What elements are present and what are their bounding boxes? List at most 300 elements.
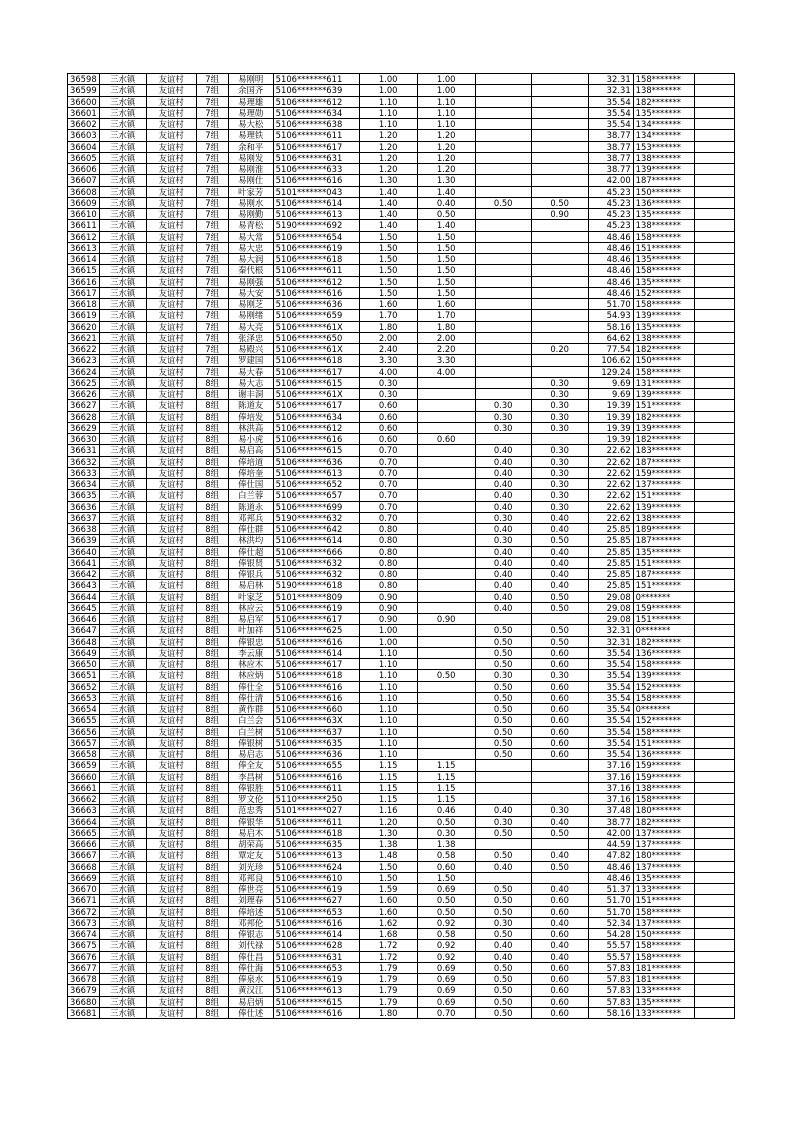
cell-area-c: 0.60 <box>531 659 588 670</box>
cell-total-area: 1.50 <box>359 254 417 265</box>
cell-area-b <box>475 760 531 771</box>
cell-row-number: 36633 <box>68 467 100 478</box>
cell-area-c <box>531 434 588 445</box>
cell-total-area: 0.60 <box>359 411 417 422</box>
cell-id-number: 5106*******618 <box>273 355 359 366</box>
table-row <box>68 805 735 816</box>
cell-id-number: 5106*******613 <box>273 850 359 861</box>
cell-amount: 42.00 <box>588 175 633 186</box>
cell-group: 7组 <box>196 175 228 186</box>
table-row <box>68 872 735 883</box>
cell-row-number: 36651 <box>68 670 100 681</box>
cell-phone: 139******* <box>633 164 694 175</box>
cell-row-number: 36645 <box>68 602 100 613</box>
cell-blank <box>694 377 734 388</box>
cell-village: 友谊村 <box>146 816 196 827</box>
cell-blank <box>694 884 734 895</box>
table-row <box>68 490 735 501</box>
cell-phone: 135******* <box>633 872 694 883</box>
cell-town: 三水镇 <box>99 771 146 782</box>
cell-total-area: 1.79 <box>359 996 417 1007</box>
table-row <box>68 546 735 557</box>
cell-row-number: 36625 <box>68 377 100 388</box>
cell-area-b <box>475 175 531 186</box>
cell-id-number: 5106*******635 <box>273 737 359 748</box>
cell-town: 三水镇 <box>99 209 146 220</box>
cell-phone: 182******* <box>633 816 694 827</box>
cell-amount: 35.54 <box>588 749 633 760</box>
cell-group: 8组 <box>196 535 228 546</box>
cell-name: 林洪高 <box>228 422 273 433</box>
cell-village: 友谊村 <box>146 411 196 422</box>
cell-area-b <box>475 782 531 793</box>
cell-area-b: 0.50 <box>475 726 531 737</box>
cell-row-number: 36636 <box>68 501 100 512</box>
cell-town: 三水镇 <box>99 557 146 568</box>
cell-amount: 48.46 <box>588 265 633 276</box>
cell-row-number: 36668 <box>68 861 100 872</box>
cell-group: 8组 <box>196 760 228 771</box>
cell-id-number: 5106*******616 <box>273 287 359 298</box>
cell-area-c <box>531 872 588 883</box>
cell-row-number: 36672 <box>68 906 100 917</box>
table-row <box>68 164 735 175</box>
cell-amount: 37.16 <box>588 760 633 771</box>
cell-village: 友谊村 <box>146 152 196 163</box>
cell-area-a <box>417 456 475 467</box>
cell-area-b: 0.40 <box>475 805 531 816</box>
cell-blank <box>694 760 734 771</box>
cell-total-area: 1.20 <box>359 164 417 175</box>
cell-row-number: 36646 <box>68 614 100 625</box>
cell-id-number: 5106*******624 <box>273 861 359 872</box>
cell-row-number: 36639 <box>68 535 100 546</box>
cell-blank <box>694 1007 734 1018</box>
cell-area-c: 0.60 <box>531 737 588 748</box>
cell-row-number: 36661 <box>68 782 100 793</box>
cell-area-b: 0.50 <box>475 985 531 996</box>
cell-phone: 158******* <box>633 74 694 85</box>
cell-area-c <box>531 265 588 276</box>
cell-phone: 137******* <box>633 479 694 490</box>
cell-town: 三水镇 <box>99 670 146 681</box>
cell-town: 三水镇 <box>99 524 146 535</box>
cell-area-a <box>417 681 475 692</box>
cell-area-a <box>417 726 475 737</box>
cell-amount: 35.54 <box>588 647 633 658</box>
cell-group: 8组 <box>196 647 228 658</box>
cell-area-c: 0.30 <box>531 377 588 388</box>
cell-amount: 22.62 <box>588 501 633 512</box>
cell-id-number: 5106*******632 <box>273 557 359 568</box>
cell-area-a <box>417 535 475 546</box>
cell-amount: 55.57 <box>588 940 633 951</box>
cell-id-number: 5106*******636 <box>273 456 359 467</box>
cell-blank <box>694 524 734 535</box>
cell-area-b: 0.40 <box>475 501 531 512</box>
cell-area-b <box>475 366 531 377</box>
cell-group: 8组 <box>196 917 228 928</box>
cell-phone: 158******* <box>633 726 694 737</box>
cell-village: 友谊村 <box>146 130 196 141</box>
table-row <box>68 197 735 208</box>
cell-area-c: 0.30 <box>531 467 588 478</box>
cell-area-c <box>531 85 588 96</box>
cell-village: 友谊村 <box>146 704 196 715</box>
cell-area-a: 0.50 <box>417 906 475 917</box>
cell-area-b: 0.50 <box>475 636 531 647</box>
cell-name: 俸仕昌 <box>228 951 273 962</box>
cell-phone: 152******* <box>633 287 694 298</box>
cell-id-number: 5106*******653 <box>273 906 359 917</box>
cell-village: 友谊村 <box>146 985 196 996</box>
cell-area-a: 0.92 <box>417 940 475 951</box>
cell-total-area: 1.10 <box>359 692 417 703</box>
cell-row-number: 36681 <box>68 1007 100 1018</box>
cell-amount: 22.62 <box>588 512 633 523</box>
cell-area-b: 0.50 <box>475 996 531 1007</box>
cell-blank <box>694 209 734 220</box>
cell-phone: 135******* <box>633 546 694 557</box>
cell-id-number: 5106*******618 <box>273 254 359 265</box>
cell-group: 8组 <box>196 962 228 973</box>
cell-name: 俸银树 <box>228 737 273 748</box>
cell-phone: 137******* <box>633 839 694 850</box>
cell-blank <box>694 355 734 366</box>
cell-phone: 182******* <box>633 636 694 647</box>
cell-name: 白兰会 <box>228 715 273 726</box>
table-row <box>68 389 735 400</box>
cell-area-a: 0.69 <box>417 962 475 973</box>
cell-phone: 151******* <box>633 580 694 591</box>
cell-group: 8组 <box>196 681 228 692</box>
cell-area-c <box>531 355 588 366</box>
cell-total-area: 1.15 <box>359 794 417 805</box>
cell-amount: 25.85 <box>588 546 633 557</box>
cell-area-a: 1.50 <box>417 231 475 242</box>
cell-id-number: 5190*******618 <box>273 580 359 591</box>
cell-area-b: 0.50 <box>475 906 531 917</box>
cell-amount: 19.39 <box>588 434 633 445</box>
cell-row-number: 36598 <box>68 74 100 85</box>
cell-area-c: 0.60 <box>531 704 588 715</box>
cell-town: 三水镇 <box>99 467 146 478</box>
cell-area-b <box>475 265 531 276</box>
cell-village: 友谊村 <box>146 884 196 895</box>
cell-row-number: 36678 <box>68 974 100 985</box>
cell-id-number: 5106*******699 <box>273 501 359 512</box>
cell-group: 8组 <box>196 602 228 613</box>
cell-blank <box>694 197 734 208</box>
cell-row-number: 36607 <box>68 175 100 186</box>
cell-group: 7组 <box>196 344 228 355</box>
cell-village: 友谊村 <box>146 794 196 805</box>
cell-row-number: 36617 <box>68 287 100 298</box>
cell-village: 友谊村 <box>146 591 196 602</box>
cell-amount: 77.54 <box>588 344 633 355</box>
table-row <box>68 591 735 602</box>
cell-row-number: 36616 <box>68 276 100 287</box>
cell-area-c <box>531 614 588 625</box>
cell-town: 三水镇 <box>99 906 146 917</box>
cell-village: 友谊村 <box>146 726 196 737</box>
cell-area-b: 0.50 <box>475 715 531 726</box>
cell-id-number: 5106*******616 <box>273 1007 359 1018</box>
cell-total-area: 1.20 <box>359 816 417 827</box>
table-row <box>68 467 735 478</box>
cell-phone: 187******* <box>633 456 694 467</box>
cell-name: 张泽忠 <box>228 332 273 343</box>
cell-village: 友谊村 <box>146 737 196 748</box>
cell-area-a: 0.50 <box>417 816 475 827</box>
cell-area-b <box>475 377 531 388</box>
cell-id-number: 5106*******650 <box>273 332 359 343</box>
cell-town: 三水镇 <box>99 242 146 253</box>
cell-group: 8组 <box>196 906 228 917</box>
cell-phone: 151******* <box>633 557 694 568</box>
cell-village: 友谊村 <box>146 962 196 973</box>
table-row <box>68 535 735 546</box>
cell-town: 三水镇 <box>99 164 146 175</box>
cell-name: 易刚绪 <box>228 310 273 321</box>
cell-area-c <box>531 310 588 321</box>
cell-area-a <box>417 737 475 748</box>
cell-village: 友谊村 <box>146 74 196 85</box>
cell-id-number: 5106*******615 <box>273 445 359 456</box>
cell-town: 三水镇 <box>99 411 146 422</box>
cell-area-c: 0.60 <box>531 681 588 692</box>
cell-amount: 57.83 <box>588 962 633 973</box>
cell-row-number: 36674 <box>68 929 100 940</box>
cell-village: 友谊村 <box>146 332 196 343</box>
cell-total-area: 1.16 <box>359 805 417 816</box>
cell-amount: 25.85 <box>588 580 633 591</box>
cell-area-b <box>475 119 531 130</box>
cell-group: 7组 <box>196 254 228 265</box>
cell-id-number: 5106*******617 <box>273 659 359 670</box>
cell-phone: 159******* <box>633 602 694 613</box>
cell-area-b: 0.40 <box>475 580 531 591</box>
cell-blank <box>694 119 734 130</box>
cell-village: 友谊村 <box>146 141 196 152</box>
table-row <box>68 602 735 613</box>
cell-area-a <box>417 512 475 523</box>
cell-area-a: 1.50 <box>417 872 475 883</box>
cell-area-b: 0.40 <box>475 479 531 490</box>
cell-group: 7组 <box>196 85 228 96</box>
cell-name: 胡荣高 <box>228 839 273 850</box>
cell-id-number: 5106*******619 <box>273 974 359 985</box>
cell-amount: 32.31 <box>588 74 633 85</box>
cell-id-number: 5106*******618 <box>273 670 359 681</box>
cell-area-b: 0.40 <box>475 467 531 478</box>
table-row <box>68 884 735 895</box>
cell-village: 友谊村 <box>146 479 196 490</box>
cell-name: 林应炳 <box>228 670 273 681</box>
cell-blank <box>694 861 734 872</box>
cell-id-number: 5106*******61X <box>273 321 359 332</box>
cell-amount: 54.93 <box>588 310 633 321</box>
cell-total-area: 2.40 <box>359 344 417 355</box>
cell-id-number: 5106*******610 <box>273 872 359 883</box>
cell-area-b: 0.50 <box>475 827 531 838</box>
cell-village: 友谊村 <box>146 107 196 118</box>
cell-village: 友谊村 <box>146 389 196 400</box>
cell-amount: 35.54 <box>588 670 633 681</box>
cell-village: 友谊村 <box>146 974 196 985</box>
cell-id-number: 5106*******655 <box>273 760 359 771</box>
cell-area-b <box>475 107 531 118</box>
cell-area-a: 1.10 <box>417 107 475 118</box>
cell-town: 三水镇 <box>99 659 146 670</box>
cell-town: 三水镇 <box>99 377 146 388</box>
cell-area-a <box>417 647 475 658</box>
table-row <box>68 321 735 332</box>
cell-blank <box>694 141 734 152</box>
cell-total-area: 1.60 <box>359 906 417 917</box>
cell-total-area: 1.15 <box>359 782 417 793</box>
cell-amount: 58.16 <box>588 1007 633 1018</box>
cell-row-number: 36622 <box>68 344 100 355</box>
cell-amount: 38.77 <box>588 130 633 141</box>
cell-area-c: 0.30 <box>531 411 588 422</box>
cell-id-number: 5106*******632 <box>273 569 359 580</box>
cell-area-a: 0.69 <box>417 884 475 895</box>
cell-group: 7组 <box>196 197 228 208</box>
cell-amount: 22.62 <box>588 456 633 467</box>
cell-name: 俸银志 <box>228 929 273 940</box>
cell-blank <box>694 726 734 737</box>
cell-row-number: 36647 <box>68 625 100 636</box>
cell-area-a: 0.60 <box>417 861 475 872</box>
cell-total-area: 1.00 <box>359 636 417 647</box>
cell-total-area: 0.70 <box>359 456 417 467</box>
cell-blank <box>694 242 734 253</box>
cell-row-number: 36659 <box>68 760 100 771</box>
cell-phone: 150******* <box>633 186 694 197</box>
table-row <box>68 130 735 141</box>
cell-phone: 139******* <box>633 501 694 512</box>
cell-town: 三水镇 <box>99 321 146 332</box>
table-row <box>68 377 735 388</box>
cell-village: 友谊村 <box>146 445 196 456</box>
cell-village: 友谊村 <box>146 276 196 287</box>
cell-village: 友谊村 <box>146 692 196 703</box>
cell-id-number: 5106*******614 <box>273 535 359 546</box>
cell-blank <box>694 782 734 793</box>
cell-name: 覃定友 <box>228 850 273 861</box>
cell-village: 友谊村 <box>146 310 196 321</box>
cell-area-c: 0.40 <box>531 569 588 580</box>
cell-blank <box>694 625 734 636</box>
cell-row-number: 36666 <box>68 839 100 850</box>
cell-area-a <box>417 490 475 501</box>
cell-village: 友谊村 <box>146 917 196 928</box>
table-row <box>68 119 735 130</box>
cell-area-a: 0.92 <box>417 951 475 962</box>
cell-total-area: 1.79 <box>359 974 417 985</box>
cell-total-area: 0.90 <box>359 602 417 613</box>
cell-id-number: 5106*******611 <box>273 130 359 141</box>
cell-group: 7组 <box>196 119 228 130</box>
cell-town: 三水镇 <box>99 614 146 625</box>
cell-id-number: 5190*******632 <box>273 512 359 523</box>
cell-name: 俸培道 <box>228 456 273 467</box>
cell-total-area: 1.50 <box>359 287 417 298</box>
table-row <box>68 715 735 726</box>
cell-village: 友谊村 <box>146 197 196 208</box>
cell-area-a: 0.69 <box>417 974 475 985</box>
cell-name: 俸全友 <box>228 760 273 771</box>
cell-name: 邓邦兵 <box>228 512 273 523</box>
cell-amount: 22.62 <box>588 445 633 456</box>
cell-area-a: 0.90 <box>417 614 475 625</box>
cell-village: 友谊村 <box>146 681 196 692</box>
cell-area-b: 0.30 <box>475 400 531 411</box>
cell-name: 易大润 <box>228 254 273 265</box>
cell-phone: 134******* <box>633 130 694 141</box>
cell-area-b: 0.40 <box>475 524 531 535</box>
cell-amount: 45.23 <box>588 186 633 197</box>
table-row <box>68 96 735 107</box>
cell-phone: 136******* <box>633 197 694 208</box>
cell-area-a: 0.58 <box>417 850 475 861</box>
cell-town: 三水镇 <box>99 726 146 737</box>
cell-area-c: 0.40 <box>531 940 588 951</box>
cell-blank <box>694 276 734 287</box>
cell-village: 友谊村 <box>146 827 196 838</box>
cell-area-c: 0.60 <box>531 692 588 703</box>
cell-phone: 138******* <box>633 152 694 163</box>
cell-phone: 139******* <box>633 422 694 433</box>
cell-amount: 54.28 <box>588 929 633 940</box>
cell-phone: 151******* <box>633 400 694 411</box>
cell-phone: 151******* <box>633 737 694 748</box>
cell-amount: 35.54 <box>588 681 633 692</box>
cell-phone: 134******* <box>633 119 694 130</box>
cell-group: 8组 <box>196 512 228 523</box>
cell-name: 俸仕全 <box>228 681 273 692</box>
cell-town: 三水镇 <box>99 512 146 523</box>
cell-total-area: 1.10 <box>359 107 417 118</box>
cell-group: 7组 <box>196 310 228 321</box>
cell-name: 范忠秀 <box>228 805 273 816</box>
cell-amount: 38.77 <box>588 164 633 175</box>
cell-town: 三水镇 <box>99 625 146 636</box>
cell-town: 三水镇 <box>99 434 146 445</box>
cell-area-a: 4.00 <box>417 366 475 377</box>
cell-total-area: 0.90 <box>359 591 417 602</box>
cell-id-number: 5106*******615 <box>273 996 359 1007</box>
cell-amount: 22.62 <box>588 490 633 501</box>
cell-group: 8组 <box>196 546 228 557</box>
cell-town: 三水镇 <box>99 299 146 310</box>
cell-area-a <box>417 389 475 400</box>
cell-area-b <box>475 74 531 85</box>
cell-blank <box>694 794 734 805</box>
cell-amount: 25.85 <box>588 524 633 535</box>
cell-name: 易刚勤 <box>228 209 273 220</box>
cell-amount: 25.85 <box>588 535 633 546</box>
cell-row-number: 36675 <box>68 940 100 951</box>
cell-row-number: 36644 <box>68 591 100 602</box>
cell-group: 8组 <box>196 816 228 827</box>
cell-area-c <box>531 276 588 287</box>
cell-name: 易启志 <box>228 749 273 760</box>
cell-group: 8组 <box>196 996 228 1007</box>
cell-name: 白兰蓉 <box>228 490 273 501</box>
cell-blank <box>694 512 734 523</box>
